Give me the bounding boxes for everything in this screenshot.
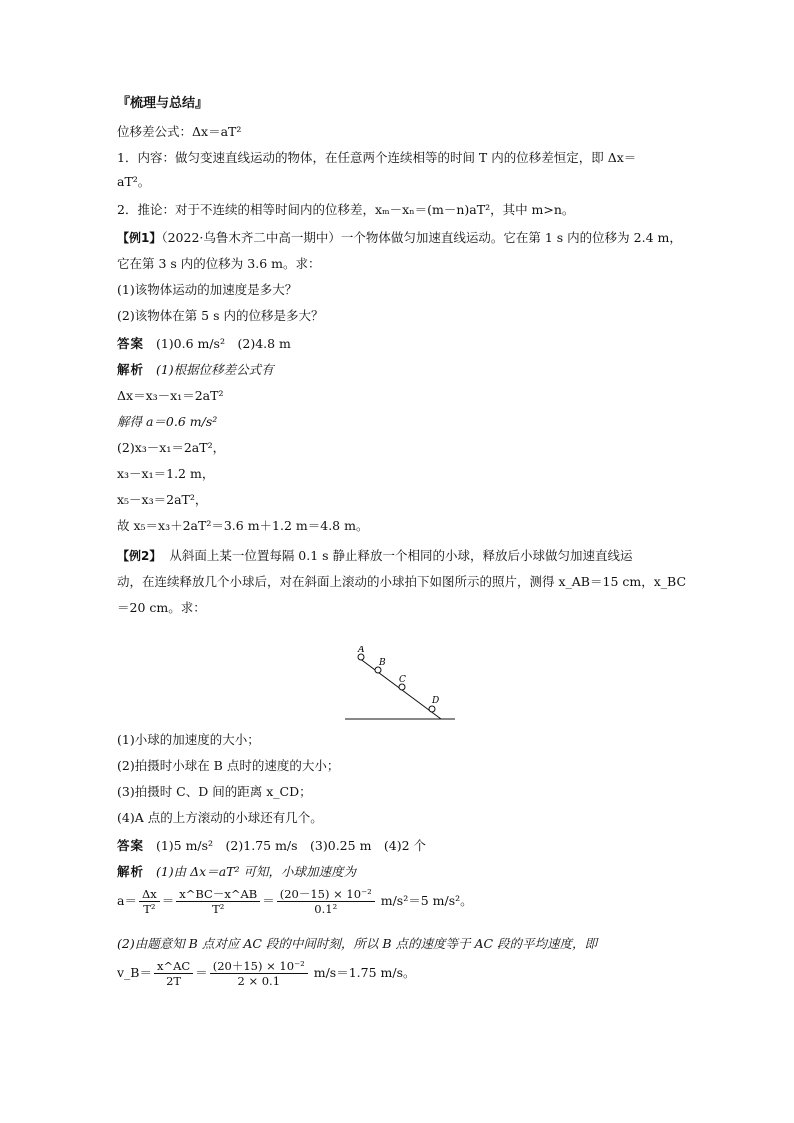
solution-text: (1)根据位移差公式有 [155,362,274,377]
label-d: D [432,696,440,706]
fraction-3 [277,887,375,916]
content-line: 1．内容：做匀变速直线运动的物体，在任意两个连续相等的时间 T 内的位移差恒定，即 Δx＝ [117,150,637,165]
solution-step: 解得 a＝0.6 m/s² [117,414,218,429]
fraction-1 [139,887,160,916]
fraction-num: x^AC [154,959,193,974]
eq-lhs: a＝ [117,893,137,908]
eq-sign: ＝ [195,965,208,980]
answer-text: (1)5 m/s² (2)1.75 m/s (3)0.25 m (4)2 个 [155,838,427,853]
eq-sign: ＝ [262,893,275,908]
answer-text: (1)0.6 m/s² (2)4.8 m [155,336,291,351]
fraction-den: 2T [166,974,182,988]
fraction-den: 2 × 0.1 [237,974,281,988]
example1-text: （2022·乌鲁木齐二中高一期中）一个物体做匀加速直线运动。它在第 1 s 内的位移为 2.4 m， [161,230,682,245]
fraction-den: 0.1² [314,902,338,916]
fraction-num: (20－15) × 10⁻² [277,887,375,902]
eq-sign: ＝ [161,893,175,908]
solution-label: 解析 [117,362,145,377]
example2-line2: 动，在连续释放几个小球后，对在斜面上滚动的小球拍下如图所示的照片，测得 x_AB＝15 cm，x_BC [117,574,687,589]
example2-question2: (2)拍摄时小球在 B 点时的速度的大小； [117,758,340,773]
label-b: B [379,658,386,668]
fraction-2 [176,887,260,916]
example2-solution [117,864,356,880]
example1-answer [117,336,291,352]
inference-line: 2．推论：对于不连续的相等时间内的位移差，xₘ－xₙ＝(m－n)aT²，其中 m>n。 [117,202,575,217]
fraction-1 [154,959,193,988]
acceleration-equation [117,886,473,916]
example2-line1 [117,548,633,564]
solution-step: x₅－x₃＝2aT²， [117,492,208,507]
content-line-cont: aT²。 [117,174,151,189]
eq-rhs: m/s＝1.75 m/s。 [313,965,416,980]
solution-step: (2)由题意知 B 点对应 AC 段的中间时刻，所以 B 点的速度等于 AC 段的平均速度，即 [117,936,598,951]
ball-d [429,706,435,712]
fraction-den: T² [212,902,225,916]
section-heading: 『梳理与总结』 [117,96,209,111]
eq-rhs: m/s²＝5 m/s²。 [380,893,473,908]
fraction-2 [210,959,308,988]
example1-line2: 它在第 3 s 内的位移为 3.6 m。求： [117,256,321,271]
fraction-num: x^BC－x^AB [176,887,260,902]
example1-question2: (2)该物体在第 5 s 内的位移是多大？ [117,308,324,323]
example1-line1 [117,230,682,246]
solution-label: 解析 [117,864,145,879]
label-c: C [399,675,406,685]
solution-text: (1)由 Δx＝aT² 可知，小球加速度为 [155,864,356,879]
example2-question4: (4)A 点的上方滚动的小球还有几个。 [117,810,323,825]
example2-text: 从斜面上某一位置每隔 0.1 s 静止释放一个相同的小球，释放后小球做匀加速直线运 [169,548,633,563]
fraction-num: (20＋15) × 10⁻² [210,959,308,974]
example1-solution [117,362,274,378]
fraction-den: T² [143,902,156,916]
velocity-equation [117,958,416,988]
formula-line: 位移差公式：Δx＝aT² [117,124,242,139]
example1-tag: 【例1】 [117,231,162,245]
solution-step: Δx＝x₃－x₁＝2aT² [117,388,224,403]
incline-figure [345,646,455,722]
label-a: A [358,646,365,655]
answer-label: 答案 [117,336,145,351]
example2-tag: 【例2】 [117,549,162,563]
example2-question1: (1)小球的加速度的大小； [117,732,260,747]
example2-question3: (3)拍摄时 C、D 间的距离 x_CD； [117,784,312,799]
example1-question1: (1)该物体运动的加速度是多大？ [117,282,298,297]
solution-step: 故 x₅＝x₃＋2aT²＝3.6 m＋1.2 m＝4.8 m。 [117,518,369,533]
fraction-num: Δx [139,887,160,902]
solution-step: (2)x₃－x₁＝2aT²， [117,440,226,455]
example2-line3: ＝20 cm。求： [117,600,206,615]
example2-answer [117,838,426,854]
eq-lhs: v_B＝ [117,965,152,980]
solution-step: x₃－x₁＝1.2 m， [117,466,215,481]
answer-label: 答案 [117,838,145,853]
